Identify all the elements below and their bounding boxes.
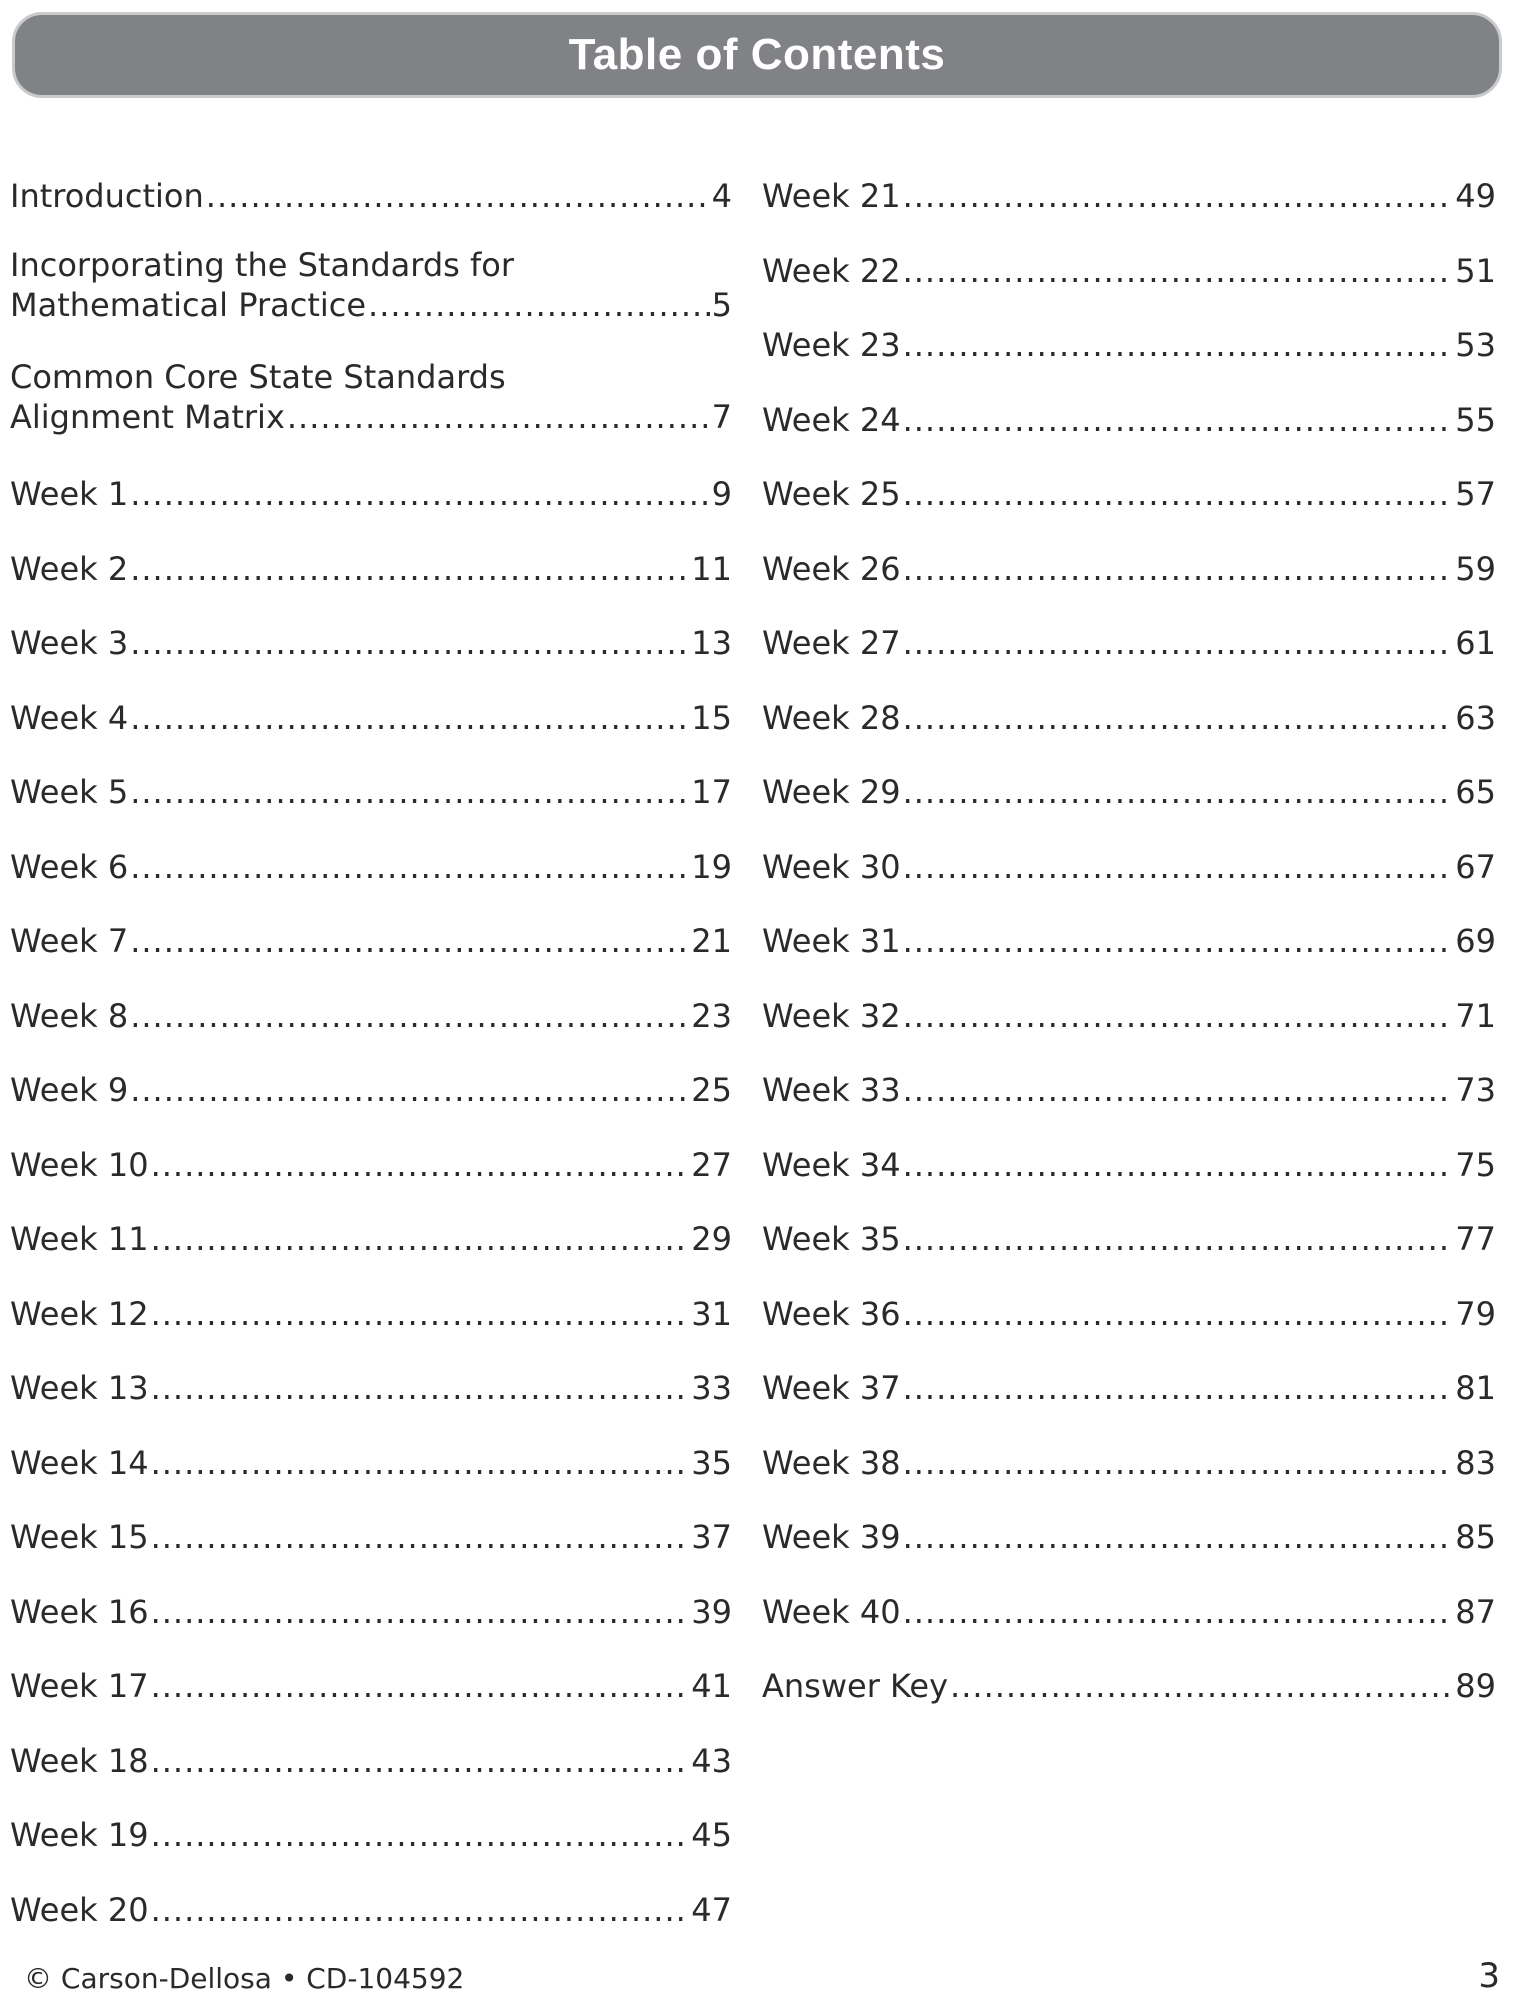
dot-leader	[903, 176, 1454, 216]
toc-entry-page: 4	[711, 177, 732, 215]
toc-entry	[10, 921, 732, 961]
toc-entry-label: Week 26	[762, 549, 901, 588]
toc-entry-page: 87	[1455, 1592, 1496, 1631]
toc-entry-label: Week 9	[10, 1071, 129, 1109]
toc-entry-label: Week 3	[10, 624, 129, 662]
toc-entry	[762, 1666, 1496, 1706]
dot-leader	[950, 1666, 1453, 1706]
toc-entry-label: Week 4	[10, 698, 129, 737]
toc-entry-page: 85	[1455, 1518, 1496, 1556]
toc-entry-page: 35	[691, 1443, 732, 1482]
toc-entry-page: 79	[1455, 1294, 1496, 1333]
toc-entry-label: Week 13	[10, 1369, 149, 1407]
toc-entry	[762, 698, 1496, 738]
toc-entry-label: Week 11	[10, 1220, 149, 1258]
toc-entry-label: Week 16	[10, 1592, 149, 1631]
toc-entry	[10, 1070, 732, 1110]
toc-entry	[762, 1294, 1496, 1334]
dot-leader	[130, 847, 689, 887]
toc-entry-page: 75	[1455, 1145, 1496, 1184]
toc-entry-label: Week 32	[762, 996, 901, 1035]
toc-entry-label: Week 28	[762, 698, 901, 737]
toc-entry-page: 23	[691, 996, 732, 1035]
toc-entry-label: Week 39	[762, 1518, 901, 1556]
dot-leader	[151, 1592, 690, 1632]
toc-entry-label: Week 18	[10, 1741, 149, 1780]
toc-entry-page: 11	[691, 549, 732, 588]
toc-entry	[10, 176, 732, 216]
toc-entry-label: Week 20	[10, 1890, 149, 1929]
toc-entry-label: Week 7	[10, 922, 129, 960]
dot-leader	[903, 474, 1454, 514]
dot-leader	[151, 1815, 690, 1855]
dot-leader	[903, 1517, 1454, 1557]
toc-entry-label: Week 6	[10, 847, 129, 886]
toc-entry	[10, 996, 732, 1036]
toc-entry-page: 81	[1455, 1369, 1496, 1407]
toc-entry	[10, 1368, 732, 1408]
toc-entry-label: Week 35	[762, 1220, 901, 1258]
toc-entry-page: 37	[691, 1518, 732, 1556]
toc-entry	[10, 1443, 732, 1483]
dot-leader	[903, 325, 1454, 365]
toc-entry	[762, 400, 1496, 440]
dot-leader	[903, 1145, 1454, 1185]
toc-entry-label: Answer Key	[762, 1667, 949, 1705]
toc-entry-page: 73	[1455, 1071, 1496, 1109]
toc-entry-label: Week 22	[762, 251, 901, 290]
toc-entry-label: Week 25	[762, 475, 901, 513]
toc-entry	[10, 245, 732, 325]
toc-entry-page: 45	[691, 1816, 732, 1854]
dot-leader	[368, 285, 710, 325]
dot-leader	[151, 1443, 690, 1483]
dot-leader	[130, 474, 709, 514]
toc-entry-label-line1: Incorporating the Standards for	[10, 246, 515, 284]
toc-entry	[762, 921, 1496, 961]
toc-entry	[762, 1070, 1496, 1110]
toc-entry-page: 67	[1455, 847, 1496, 886]
toc-entry	[10, 1890, 732, 1930]
dot-leader	[130, 996, 689, 1036]
toc-entry	[10, 623, 732, 663]
toc-entry-page: 31	[691, 1294, 732, 1333]
dot-leader	[903, 1219, 1454, 1259]
toc-entry-page: 51	[1455, 251, 1496, 290]
toc-entry-page: 61	[1455, 624, 1496, 662]
toc-entry	[10, 1815, 732, 1855]
dot-leader	[903, 921, 1454, 961]
toc-entry-page: 63	[1455, 698, 1496, 737]
dot-leader	[151, 1145, 690, 1185]
toc-entry-page: 9	[711, 475, 732, 513]
dot-leader	[903, 698, 1454, 738]
toc-entry	[762, 1517, 1496, 1557]
dot-leader	[151, 1890, 690, 1930]
dot-leader	[151, 1666, 690, 1706]
dot-leader	[903, 1368, 1454, 1408]
dot-leader	[903, 1592, 1454, 1632]
toc-entry	[10, 1294, 732, 1334]
toc-entry	[762, 549, 1496, 589]
dot-leader	[903, 623, 1454, 663]
toc-entry-label: Week 38	[762, 1443, 901, 1482]
toc-entry	[10, 847, 732, 887]
toc-entry	[10, 1145, 732, 1185]
dot-leader	[151, 1368, 690, 1408]
toc-entry	[762, 996, 1496, 1036]
toc-entry	[10, 1219, 732, 1259]
toc-entry	[762, 1592, 1496, 1632]
toc-entry-label: Week 1	[10, 475, 129, 513]
dot-leader	[151, 1517, 690, 1557]
toc-entry	[10, 474, 732, 514]
toc-entry-label: Week 33	[762, 1071, 901, 1109]
dot-leader	[206, 176, 710, 216]
dot-leader	[130, 1070, 689, 1110]
dot-leader	[903, 1294, 1454, 1334]
toc-entry-label: Mathematical Practice	[10, 286, 367, 324]
toc-entry-page: 77	[1455, 1220, 1496, 1258]
dot-leader	[130, 549, 689, 589]
toc-entry	[762, 251, 1496, 291]
toc-entry-label: Week 10	[10, 1145, 149, 1184]
dot-leader	[151, 1741, 690, 1781]
toc-entry-label: Week 17	[10, 1667, 149, 1705]
toc-entry-page: 13	[691, 624, 732, 662]
toc-entry-page: 53	[1455, 326, 1496, 364]
toc-entry-label: Week 8	[10, 996, 129, 1035]
toc-entry-label: Week 14	[10, 1443, 149, 1482]
toc-entry	[10, 1741, 732, 1781]
toc-entry-label: Week 24	[762, 400, 901, 439]
toc-entry-label: Week 36	[762, 1294, 901, 1333]
dot-leader	[130, 772, 689, 812]
header-banner	[12, 12, 1502, 98]
toc-entry-label: Week 12	[10, 1294, 149, 1333]
dot-leader	[130, 698, 689, 738]
toc-entry-label: Introduction	[10, 177, 204, 215]
toc-entry-page: 47	[691, 1890, 732, 1929]
toc-entry-page: 7	[711, 398, 732, 436]
dot-leader	[903, 996, 1454, 1036]
toc-entry	[762, 325, 1496, 365]
dot-leader	[130, 623, 689, 663]
toc-entry-label: Week 34	[762, 1145, 901, 1184]
toc-entry-page: 49	[1455, 177, 1496, 215]
dot-leader	[903, 1070, 1454, 1110]
toc-entry	[10, 772, 732, 812]
dot-leader	[903, 549, 1454, 589]
toc-entry-page: 21	[691, 922, 732, 960]
toc-entry-label: Week 31	[762, 922, 901, 960]
dot-leader	[130, 921, 689, 961]
dot-leader	[903, 772, 1454, 812]
toc-entry	[762, 623, 1496, 663]
toc-entry-label: Week 2	[10, 549, 129, 588]
toc-entry	[10, 1592, 732, 1632]
dot-leader	[287, 397, 710, 437]
toc-entry-page: 17	[691, 773, 732, 811]
toc-entry-page: 71	[1455, 996, 1496, 1035]
footer-copyright: © Carson-Dellosa • CD-104592	[24, 1962, 465, 1995]
toc-entry-label: Week 29	[762, 773, 901, 811]
toc-entry-page: 19	[691, 847, 732, 886]
toc-entry-page: 27	[691, 1145, 732, 1184]
toc-entry	[762, 1145, 1496, 1185]
toc-entry-page: 33	[691, 1369, 732, 1407]
toc-entry-label: Week 23	[762, 326, 901, 364]
toc-entry-page: 83	[1455, 1443, 1496, 1482]
toc-entry	[762, 847, 1496, 887]
toc-entry	[10, 357, 732, 437]
toc-entry	[762, 1219, 1496, 1259]
dot-leader	[903, 251, 1454, 291]
toc-entry	[762, 474, 1496, 514]
toc-entry-label-line1: Common Core State Standards	[10, 358, 506, 396]
toc-entry-page: 55	[1455, 400, 1496, 439]
dot-leader	[903, 847, 1454, 887]
toc-entry-page: 43	[691, 1741, 732, 1780]
toc-entry	[762, 1368, 1496, 1408]
toc-entry-label: Week 30	[762, 847, 901, 886]
footer-page-number: 3	[1478, 1956, 1500, 1996]
toc-entry-page: 59	[1455, 549, 1496, 588]
toc-entry-page: 57	[1455, 475, 1496, 513]
dot-leader	[151, 1219, 690, 1259]
dot-leader	[151, 1294, 690, 1334]
toc-entry-label: Week 37	[762, 1369, 901, 1407]
toc-entry-page: 69	[1455, 922, 1496, 960]
toc-entry-page: 5	[711, 286, 732, 324]
toc-entry	[762, 1443, 1496, 1483]
toc-entry-page: 39	[691, 1592, 732, 1631]
toc-entry-page: 29	[691, 1220, 732, 1258]
toc-entry	[762, 176, 1496, 216]
toc-entry-page: 15	[691, 698, 732, 737]
toc-entry-page: 41	[691, 1667, 732, 1705]
toc-entry	[762, 772, 1496, 812]
toc-entry	[10, 549, 732, 589]
toc-entry-page: 25	[691, 1071, 732, 1109]
toc-entry-label: Week 27	[762, 624, 901, 662]
toc-entry	[10, 698, 732, 738]
toc-entry	[10, 1517, 732, 1557]
toc-entry-label: Week 5	[10, 773, 129, 811]
dot-leader	[903, 1443, 1454, 1483]
toc-entry-label: Week 21	[762, 177, 901, 215]
dot-leader	[903, 400, 1454, 440]
page-title: Table of Contents	[568, 30, 946, 79]
toc-entry-page: 65	[1455, 773, 1496, 811]
toc-entry-label: Week 19	[10, 1816, 149, 1854]
toc-entry-label: Week 40	[762, 1592, 901, 1631]
toc-entry-label: Alignment Matrix	[10, 398, 285, 436]
toc-entry	[10, 1666, 732, 1706]
toc-entry-label: Week 15	[10, 1518, 149, 1556]
toc-entry-page: 89	[1455, 1667, 1496, 1705]
